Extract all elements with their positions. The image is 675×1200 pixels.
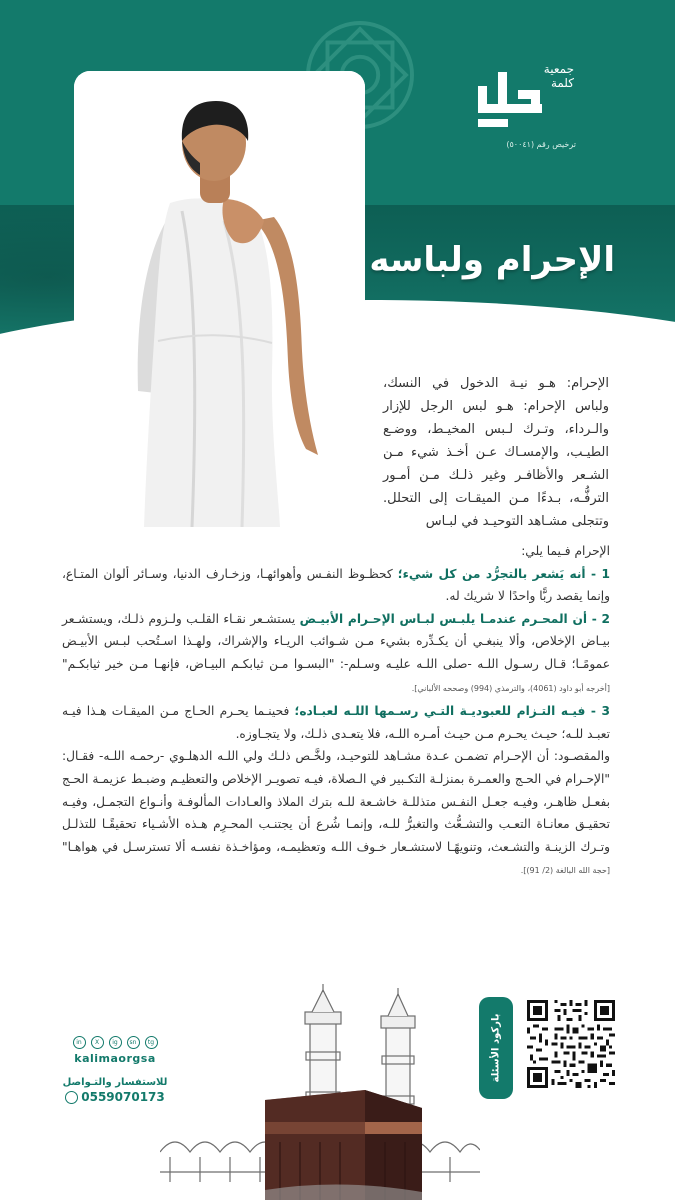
phone-text: 0559070173	[81, 1090, 165, 1104]
logo-text-association: جمعية	[543, 62, 574, 76]
kalima-logo	[470, 62, 580, 154]
kaaba-sketch-illustration	[160, 982, 480, 1200]
telegram-icon[interactable]: tg	[145, 1036, 158, 1049]
point-3-text: فحينـما يحـرم الحـاج مـن الميقـات هـذا فيـه تعبـد للـه؛ حيـث يحـرم مـن حيـث أمـره اللـه، فلا يتعـدى ذلـك، ولا يتجـاوزه.	[62, 704, 610, 741]
license-number: ترخيص رقم (٥٠٠٤١)	[506, 140, 576, 149]
conclusion-text: والمقصـود: أن الإحـرام تضمـن عـدة مشـاهد للتوحيـد، ولخَّـص ذلـك ولي اللـه الدهلـوي -رحمـه اللـه- فقـال: "الإحـرام في الحـج والعمـرة بمنزلـة التكـبير في الـصلاة، فيـه تصويـر الإخلاص والتعظيـم وضبـط عزيمـة الحـج بفعـل ظاهـر، وفيـه جعـل النفـس متذللـة خاشـعة للـه بترك الملاذ والعـادات المألوفـة وأنـواع التجمـل، وفيـه تحقيـق معانـاة التعـب والتشـعُّث والتغبرُّ للـه، وإنمـا شُرع أن يجتنـب المحـرِم هـذه الأشـياء تحقيقًـا للتذلـل وتـرك الزينـة والتشـعث، وتنويهًـا لاستشـعار خـوف اللـه وتعظيمـه، ومؤاخـذة نفسـه ألا تسترسـل في هواهـا"	[62, 749, 610, 854]
logo-calligraphy-mark	[474, 68, 546, 132]
lead-line: الإحرام فـيما يلي:	[521, 544, 610, 558]
page-title: الإحرام ولباسه	[369, 240, 615, 280]
contact-label: للاستفسار والتـواصل	[62, 1077, 168, 1088]
x-icon[interactable]: X	[91, 1036, 104, 1049]
point-3	[62, 700, 610, 745]
point-2-text: يستشـعر نقـاء القلـب ولـزوم ذلـك، ويستشـعر بيـاض الإخلاص، وألا ينبغـي أن يكـدِّره بشيء مـن شـوائب الريـاء والإشراك، ولهـذا اسـتُحب لبـس الأبيـض عمومًـا؛ قـال رسـول اللـه -صلى اللـه عليـه وسـلم-: "البسـوا مـن ثيابكـم البيـاض، فإنهـا مـن خير ثيابكـم"	[62, 611, 610, 671]
qr-label: باركود الأسئلة	[490, 1013, 502, 1083]
linkedin-icon[interactable]: in	[73, 1036, 86, 1049]
social-icons	[60, 1036, 170, 1049]
point-2-heading: 2 - أن المحـرم عندمـا يلبـس لبـاس الإحـرام الأبيـض	[299, 611, 610, 626]
conclusion-citation: [حجة الله البالغة (2/ 91)].	[520, 866, 610, 876]
conclusion	[62, 745, 610, 883]
whatsapp-icon	[65, 1091, 78, 1104]
snapchat-icon[interactable]: sn	[127, 1036, 140, 1049]
footer-contact	[60, 1036, 170, 1104]
qr-label-pill	[479, 997, 513, 1099]
main-text	[62, 540, 610, 883]
qr-code[interactable]	[527, 1000, 615, 1088]
phone-number[interactable]	[60, 1090, 170, 1104]
social-handle[interactable]: kalimaorgsa	[74, 1052, 156, 1065]
logo-text-kalima: كلمة	[550, 76, 574, 90]
man-in-ihram-illustration	[74, 71, 365, 527]
point-1-text: كحظـوظ النفـس وأهوائهـا، وزخـارف الدنيا، وسـائر ألوان المتـاع، وإنما يقصد ربًّا واحدًا لا شريك له.	[62, 566, 610, 604]
point-2-citation: [أخرجه أبو داود (4061)، والترمذي (994) وصححه الألباني].	[411, 683, 610, 693]
point-2	[62, 608, 610, 700]
point-3-heading: 3 - فيـه التـزام للعبوديـة التـي رسـمها اللـه لعبـاده؛	[294, 704, 611, 719]
ihram-photo	[74, 71, 365, 527]
instagram-icon[interactable]: ig	[109, 1036, 122, 1049]
intro-paragraph: الإحرام: هـو نيـة الدخول في النسك، ولباس الإحرام: هـو لبس الرجل للإزار والـرداء، وتـرك لـبس المخيـط، ووضـع الطيـب، والإمسـاك عـن أخـذ شيء مـن الشـعر والأظافـر وغير ذلـك مـن أمـور الترفُّـه، بـدءًا مـن الميقـات إلى التحلل. وتتجلى مشـاهد التوحيـد في لبـاس	[383, 376, 609, 529]
point-1	[62, 563, 610, 608]
point-1-heading: 1 - أنه يَشعر بالتجرُّد من كل شيء؛	[397, 566, 610, 581]
